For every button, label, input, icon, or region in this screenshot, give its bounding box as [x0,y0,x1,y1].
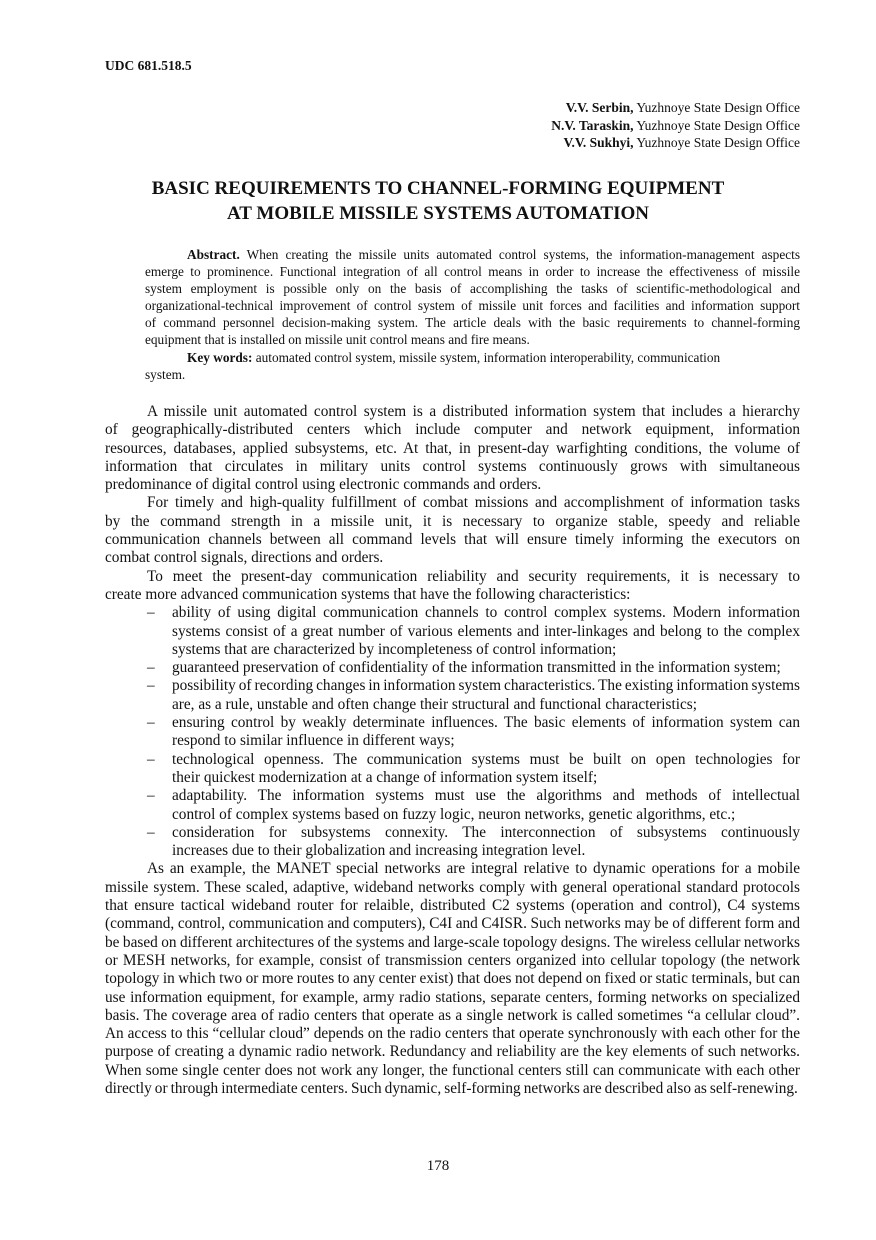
list-item [105,787,800,824]
abstract-line: organizational-technical improvement of control system of missile unit forces and facilities and information support [145,298,800,313]
text-line: of geographically-distributed centers which include computer and network equipment, information [105,421,800,439]
text-line: combat control signals, directions and orders. [105,549,384,567]
author-name: V.V. Sukhyi, [563,135,634,150]
text-line: use information equipment, for example, army radio stations, separate centers, forming networks on specialized [105,988,800,1006]
text-line: (command, control, communication and computers), C4I and C4ISR. Such networks may be of different form and [105,915,800,933]
text-line: – possibility of recording changes in information system characteristics. The existing information systems [147,677,800,695]
text-line: For timely and high-quality fulfillment of combat missions and accomplishment of information tasks [147,494,800,512]
text-line: create more advanced communication systems that have the following characteristics: [105,585,631,603]
abstract-line: Abstract. When creating the missile units automated control systems, the information-management aspects [187,247,800,262]
text-line: predominance of digital control using electronic commands and orders. [105,476,542,494]
keywords-line: Key words: automated control system, missile system, information interoperability, communication [187,350,721,365]
list-dash: – [147,750,155,768]
author-affiliation: Yuzhnoye State Design Office [633,135,800,150]
author-line [551,134,800,152]
text-line: purpose of creating a dynamic radio network. Redundancy and reliability are the key elements of such networks. [105,1043,800,1061]
text-line: When some single center does not work any longer, the functional centers still can communicate with each other [105,1061,800,1079]
text-line: communication channels between all command levels that will ensure timely informing the executors on [105,531,800,549]
text-line: – consideration for subsystems connexity. The interconnection of subsystems continuously [147,823,800,841]
list-dash: – [147,677,155,695]
text-line: topology in which two or more routes to any center exist) that does not depend on fixed or static terminals, but can [105,970,800,988]
text-line: – ensuring control by weakly determinate influences. The basic elements of information system can [147,714,800,732]
author-line [551,117,800,135]
text-line: systems consist of a great number of various elements and inter-linkages and belong to the complex [172,622,800,640]
text-line: be based on different architectures of the systems and large-scale topology designs. The wireless cellular networks [105,933,800,951]
text-line: resources, databases, applied subsystems, etc. At that, in present-day warfighting conditions, the volume of [105,439,800,457]
abstract [145,246,800,383]
paragraph [105,860,800,1098]
paragraph [105,568,800,605]
text-line: or MESH networks, for example, consist of transmission centers organized into cellular topology (the network [105,951,800,969]
list-item [105,751,800,788]
text-line: – guaranteed preservation of confidentiality of the information transmitted in the information system; [147,659,781,677]
list-item [105,604,800,659]
author-affiliation: Yuzhnoye State Design Office [633,100,800,115]
list-item [105,714,800,751]
paragraph [105,494,800,567]
list-item [105,824,800,861]
abstract-line: system employment is possible only on the basis of accomplishing the tasks of scientific-methodological and [145,281,800,296]
title-line: BASIC REQUIREMENTS TO CHANNEL-FORMING EQUIPMENT [151,178,725,199]
list-dash: – [147,714,155,732]
author-affiliation: Yuzhnoye State Design Office [633,117,800,133]
paper-title [0,176,876,226]
text-line: are, as a rule, unstable and often change their structural and functional characteristics; [172,695,697,713]
text-line: – technological openness. The communication systems must be built on open technologies for [147,750,800,768]
author-name: V.V. Serbin, [565,100,634,115]
text-line: systems that are characterized by incompleteness of control information; [172,640,617,658]
author-name: N.V. Taraskin, [551,117,634,133]
list-item [105,659,800,677]
page-number: 178 [426,1158,450,1174]
text-line: As an example, the MANET special networks are integral relative to dynamic operations for a mobile [147,860,800,878]
abstract-line: of command personnel decision-making system. The article deals with the basic requirements to channel-forming [145,315,800,330]
abstract-line: emerge to prominence. Functional integration of all control means in order to increase the effectiveness of missile [145,264,800,279]
text-line: – adaptability. The information systems must use the algorithms and methods of intellectual [147,787,800,805]
keywords-label: Key words: [187,350,253,365]
list-dash: – [147,823,155,841]
text-line: missile system. These scaled, adaptive, wideband networks comply with general operational standard protocols [105,878,800,896]
text-line: that ensure tactical wideband router for relaible, distributed C2 systems (operation and control), C4 systems [105,897,800,915]
list-dash: – [147,787,155,805]
text-line: respond to similar influence in different ways; [172,732,455,750]
article-body [105,403,800,1098]
authors-block [551,99,800,152]
list-dash: – [147,659,155,677]
text-line: – ability of using digital communication channels to control complex systems. Modern information [147,604,800,622]
text-line: To meet the present-day communication reliability and security requirements, it is necessary to [147,567,800,585]
list-item [105,677,800,714]
author-line [551,99,800,117]
paragraph [105,403,800,494]
text-line: by the command strength in a missile unit, it is necessary to organize stable, speedy and reliable [105,512,800,530]
list-dash: – [147,604,155,622]
text-line: A missile unit automated control system is a distributed information system that includes a hierarchy [147,403,800,420]
abstract-line: equipment that is installed on missile unit control means and fire means. [145,332,530,347]
keywords-line: system. [145,367,186,382]
udc-code: UDC 681.518.5 [105,58,192,73]
text-line: their quickest modernization at a change of information system itself; [172,768,598,786]
text-line: increases due to their globalization and increasing integration level. [172,842,586,860]
abstract-label: Abstract. [187,247,240,262]
text-line: directly or through intermediate centers. Such dynamic, self-forming networks are described also as self-renewing. [105,1079,798,1097]
text-line: control of complex systems based on fuzzy logic, neuron networks, genetic algorithms, etc.; [172,805,736,823]
title-line: AT MOBILE MISSILE SYSTEMS AUTOMATION [227,203,649,224]
text-line: basis. The coverage area of radio centers that operate as a single network is called sometimes “a cellular cloud”. [105,1006,800,1024]
text-line: An access to this “cellular cloud” depends on the radio centers that operate synchronously with each other for the [105,1025,800,1043]
text-line: information that circulates in military units control systems continuously grows with simultaneous [105,457,800,475]
